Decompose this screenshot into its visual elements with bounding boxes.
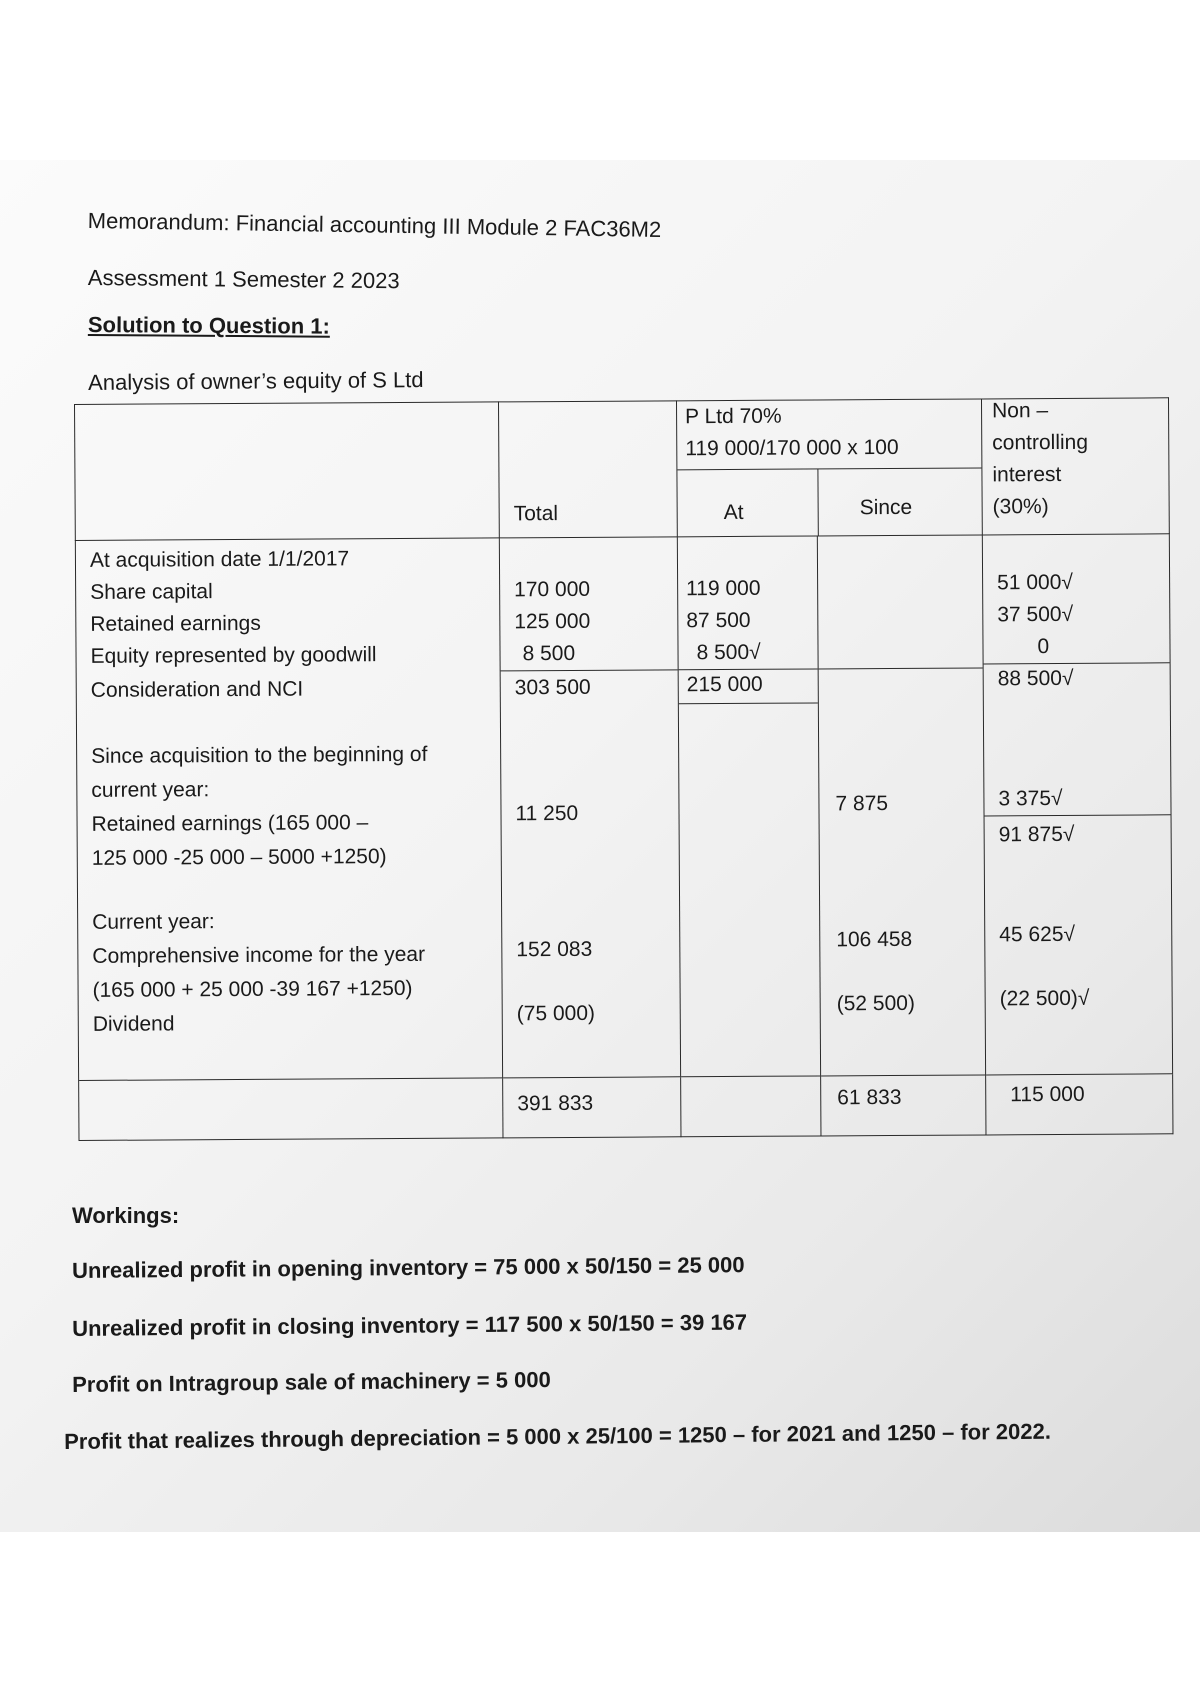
header-nci-line4: (30%) (992, 495, 1049, 519)
header-total: Total (513, 502, 559, 526)
nci-underline (984, 662, 1170, 664)
document-title: Memorandum: Financial accounting III Module 2 FAC36M2 (87, 208, 662, 243)
total-value: 11 250 (515, 801, 579, 826)
section3-label: Current year: (92, 910, 215, 934)
total-value: 303 500 (514, 675, 591, 700)
nci-value: 45 625√ (999, 922, 1076, 947)
total-value: 170 000 (514, 577, 591, 602)
since-underline (819, 667, 983, 669)
section1-label: At acquisition date 1/1/2017 (89, 547, 350, 572)
nci-column (982, 534, 1172, 1075)
nci-total: 115 000 (1010, 1082, 1085, 1107)
since-total: 61 833 (837, 1085, 902, 1110)
header-total-cell (498, 401, 677, 538)
header-nci-line3: interest (992, 462, 1062, 487)
working-line: Unrealized profit in closing inventory = 117 500 x 50/150 = 39 167 (72, 1309, 748, 1341)
header-nci-line2: controlling (992, 430, 1089, 455)
at-double-underline (679, 702, 818, 704)
header-since: Since (859, 495, 913, 520)
header-nci-cell (981, 398, 1169, 535)
totals-total-cell (503, 1077, 681, 1138)
working-line: Profit on Intragroup sale of machinery = 5 000 (72, 1366, 551, 1397)
header-pltd-line1: P Ltd 70% (685, 404, 782, 429)
section2-label: 125 000 -25 000 – 5000 +1250) (91, 845, 387, 870)
nci-value: 88 500√ (997, 666, 1074, 691)
totals-blank-cell (79, 1078, 503, 1141)
working-line: Unrealized profit in opening inventory = 75 000 x 50/150 = 25 000 (72, 1252, 745, 1283)
row-label: Share capital (90, 580, 213, 604)
header-pltd-line2: 119 000/170 000 x 100 (685, 435, 899, 461)
totals-at-cell (681, 1076, 821, 1137)
header-pltd-divider (677, 467, 981, 470)
section2-label: Since acquisition to the beginning of (91, 742, 428, 768)
at-column (677, 536, 820, 1077)
equity-analysis-table (74, 397, 1173, 1141)
since-value: 106 458 (836, 927, 913, 952)
total-value: 152 083 (516, 937, 593, 962)
since-column (817, 535, 985, 1076)
section3-label: Comprehensive income for the year (92, 942, 426, 968)
total-value: (75 000) (516, 1001, 596, 1026)
nci-value: 3 375√ (998, 786, 1063, 811)
workings-heading: Workings: (72, 1203, 180, 1228)
row-label: Retained earnings (90, 611, 261, 636)
at-underline (679, 668, 818, 670)
total-underline (501, 669, 678, 671)
total-value: 8 500 (522, 641, 576, 666)
at-value: 8 500√ (696, 640, 761, 665)
at-value: 87 500 (686, 608, 751, 633)
body-row (75, 534, 1172, 1081)
header-nci-line1: Non – (991, 399, 1049, 423)
label-column (75, 538, 502, 1081)
totals-row (79, 1074, 1173, 1141)
totals-nci-cell (986, 1074, 1173, 1135)
analysis-title: Analysis of owner’s equity of S Ltd (88, 367, 424, 395)
total-column (499, 537, 680, 1078)
header-at-since-divider (817, 468, 818, 535)
nci-value: 37 500√ (997, 602, 1074, 627)
section2-label: current year: (91, 778, 210, 802)
nci-subtotal-underline (985, 814, 1171, 816)
solution-heading: Solution to Question 1: (87, 312, 330, 339)
nci-value: 0 (1037, 635, 1050, 659)
document-subtitle: Assessment 1 Semester 2 2023 (87, 265, 400, 294)
row-label: Equity represented by goodwill (90, 643, 377, 668)
section2-label: Retained earnings (165 000 – (91, 811, 369, 836)
at-value: 215 000 (686, 672, 763, 697)
working-line: Profit that realizes through depreciation = 5 000 x 25/100 = 1250 – for 2021 and 1250 – for 2022. (64, 1418, 1052, 1454)
header-at: At (723, 500, 744, 525)
grand-total: 391 833 (517, 1091, 594, 1116)
header-row (75, 398, 1170, 541)
total-value: 125 000 (514, 609, 591, 634)
totals-since-cell (821, 1075, 986, 1136)
nci-subtotal: 91 875√ (998, 822, 1075, 847)
header-pltd-cell (676, 399, 982, 537)
since-value: (52 500) (836, 991, 915, 1016)
dividend-label: Dividend (92, 1012, 175, 1036)
row-label: Consideration and NCI (90, 677, 304, 702)
at-value: 119 000 (686, 576, 761, 601)
header-blank-cell (75, 402, 500, 541)
nci-value: (22 500)√ (999, 986, 1090, 1011)
nci-value: 51 000√ (997, 570, 1073, 595)
section3-label: (165 000 + 25 000 -39 167 +1250) (92, 976, 413, 1002)
since-value: 7 875 (835, 792, 889, 816)
